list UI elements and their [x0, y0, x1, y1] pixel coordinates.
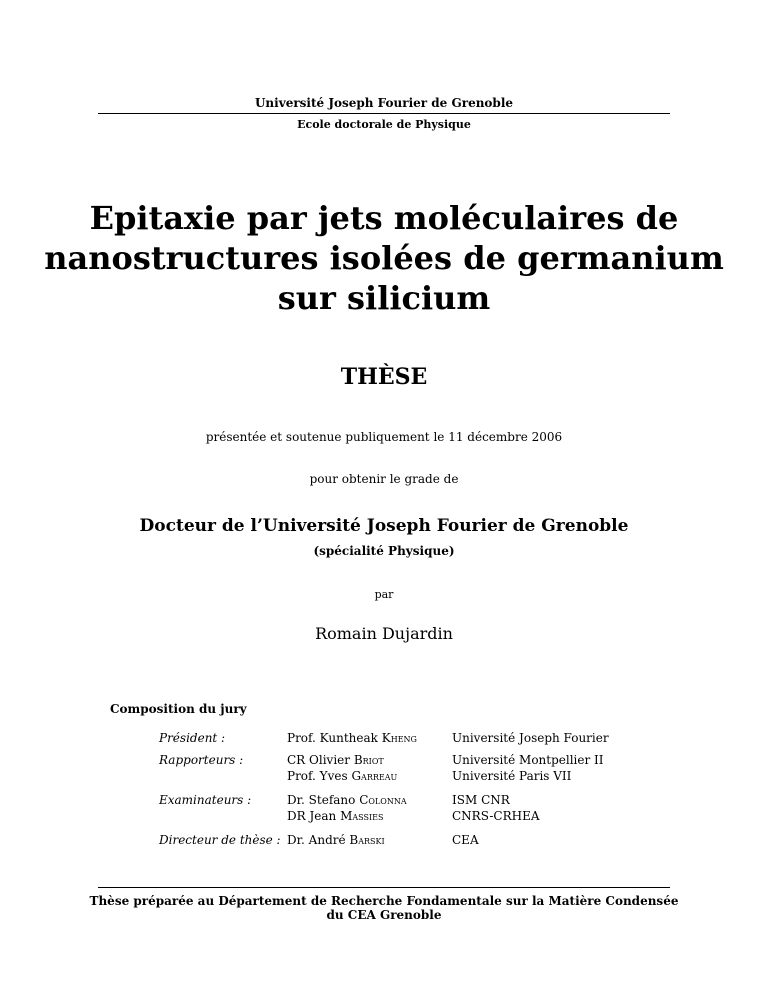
jury-affiliations [452, 752, 672, 784]
university-header: Université Joseph Fourier de Grenoble [254, 96, 514, 110]
footer-note [0, 894, 768, 922]
jury-affiliation: ISM CNR [452, 793, 510, 807]
footer-line-1: Thèse préparée au Département de Recherche Fondamentale sur la Matière Condensée [89, 894, 679, 908]
jury-affiliation: CNRS-CRHEA [452, 809, 540, 823]
jury-affiliations [452, 832, 672, 848]
jury-member: CR Olivier Briot [287, 753, 384, 767]
footer-divider [98, 887, 670, 888]
header-divider [98, 113, 670, 114]
by-label: par [374, 588, 394, 601]
jury-names [287, 752, 452, 784]
jury-affiliations [452, 730, 672, 746]
degree-title: Docteur de l’Université Joseph Fourier de Grenoble [139, 516, 629, 536]
jury-member: Dr. Stefano Colonna [287, 793, 407, 807]
jury-member: DR Jean Massies [287, 809, 384, 823]
jury-role: Président : [159, 731, 226, 745]
jury-role: Directeur de thèse : [159, 833, 281, 847]
jury-names [287, 792, 452, 824]
jury-names [287, 730, 452, 746]
jury-member: Prof. Kuntheak Kheng [287, 731, 417, 745]
jury-role: Examinateurs : [159, 793, 252, 807]
footer-line-2: du CEA Grenoble [326, 908, 442, 922]
title-line-2: nanostructures isolées de germanium [44, 239, 724, 277]
title-line-1: Epitaxie par jets moléculaires de [89, 199, 679, 237]
jury-role: Rapporteurs : [159, 753, 244, 767]
thesis-title [0, 198, 768, 318]
jury-affiliation: CEA [452, 833, 479, 847]
degree-purpose: pour obtenir le grade de [309, 472, 459, 486]
title-line-3: sur silicium [277, 279, 491, 317]
jury-names [287, 832, 452, 848]
degree-specialty: (spécialité Physique) [313, 544, 455, 558]
jury-affiliation: Université Joseph Fourier [452, 731, 609, 745]
thesis-label: THÈSE [340, 364, 428, 390]
presentation-date: présentée et soutenue publiquement le 11 décembre 2006 [205, 430, 563, 444]
doctoral-school: Ecole doctorale de Physique [297, 118, 471, 131]
jury-heading: Composition du jury [110, 702, 247, 716]
jury-affiliation: Université Paris VII [452, 769, 572, 783]
author-name: Romain Dujardin [315, 624, 453, 643]
jury-member: Prof. Yves Garreau [287, 769, 398, 783]
jury-affiliation: Université Montpellier II [452, 753, 604, 767]
jury-member: Dr. André Barski [287, 833, 385, 847]
jury-affiliations [452, 792, 672, 824]
